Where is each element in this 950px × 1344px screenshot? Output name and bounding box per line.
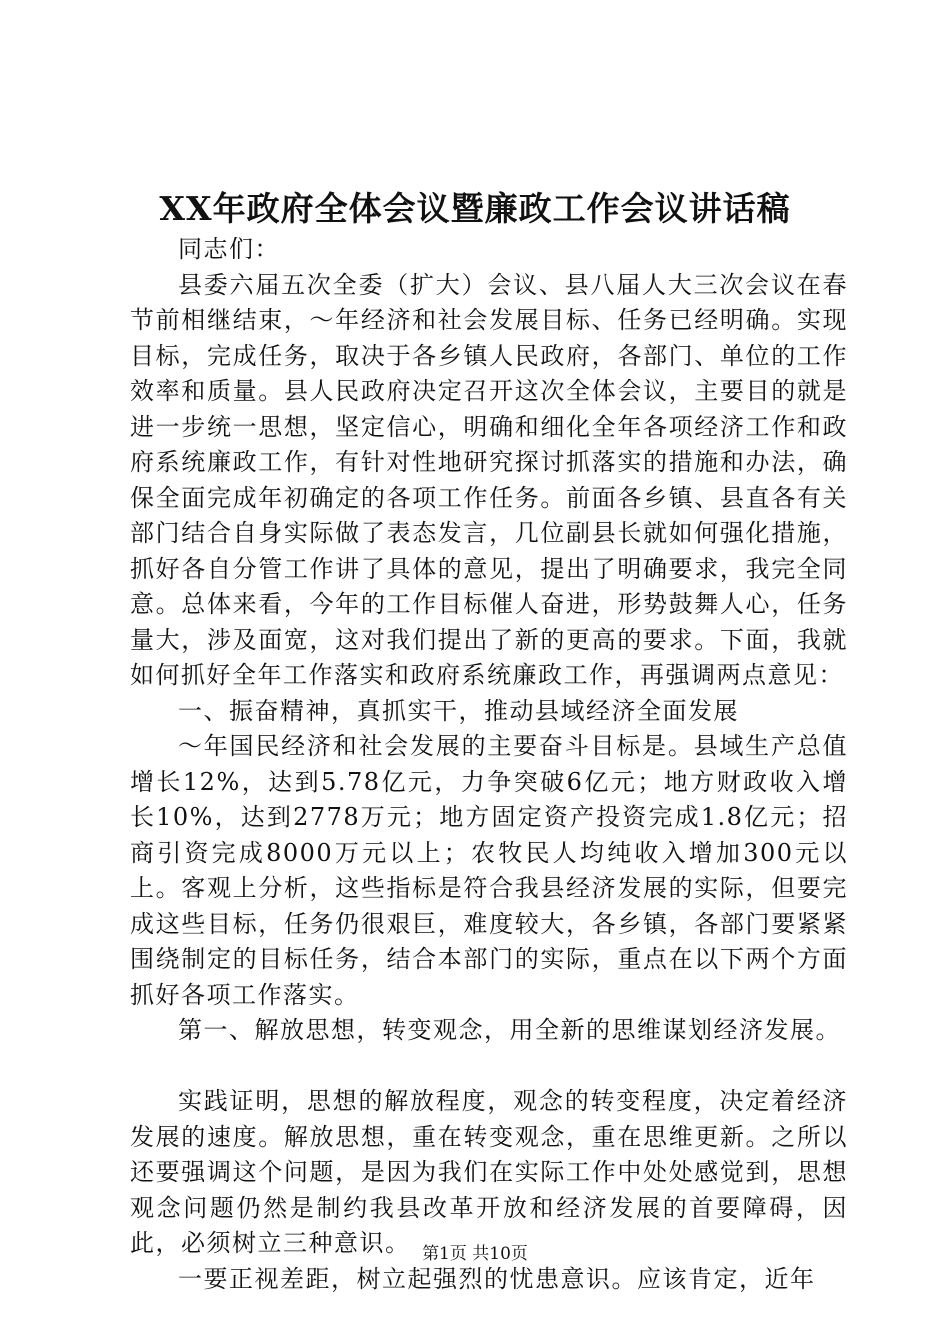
intro-paragraph: 县委六届五次全委（扩大）会议、县八届人大三次会议在春节前相继结束，～年经济和社会发展目标、任务已经明确。实现目标，完成任务，取决于各乡镇人民政府，各部门、单位的工作效率和质量。县人民政府决定召开这次全体会议，主要目的就是进一步统一思想，坚定信心，明确和细化全年各项经济工作和政府系统廉政工作，有针对性地研究探讨抓落实的措施和办法，确保全面完成年初确定的各项工作任务。前面各乡镇、县直各有关部门结合自身实际做了表态发言，几位副县长就如何强化措施，抓好各自分管工作讲了具体的意见，提出了明确要求，我完全同意。总体来看，今年的工作目标催人奋进，形势鼓舞人心，任务量大，涉及面宽，这对我们提出了新的更高的要求。下面，我就如何抓好全年工作落实和政府系统廉政工作，再强调两点意见：	[130, 270, 848, 689]
subsection-heading: 第一、解放思想，转变观念，用全新的思维谋划经济发展。	[178, 1016, 841, 1044]
targets-paragraph: ～年国民经济和社会发展的主要奋斗目标是。县域生产总值增长12%，达到5.78亿元，力争突破6亿元；地方财政收入增长10%，达到2778万元；地方固定资产投资完成1.8亿元；招商引资完成8000万元以上；农牧民人均纯收入增加300元以上。客观上分析，这些指标是符合我县经济发展的实际，但要完成这些目标，任务仍很艰巨，难度较大，各乡镇，各部门要紧紧围绕制定的目标任务，结合本部门的实际，重点在以下两个方面抓好各项工作落实。	[130, 732, 848, 1009]
awareness-paragraph: 一要正视差距，树立起强烈的忧患意识。应该肯定，近年	[178, 1264, 816, 1293]
document-title: XX年政府全体会议暨廉政工作会议讲话稿	[159, 189, 791, 228]
practice-paragraph: 实践证明，思想的解放程度，观念的转变程度，决定着经济发展的速度。解放思想，重在转变观念，重在思维更新。之所以还要强调这个问题，是因为我们在实际工作中处处感觉到，思想观念问题仍然是制约我县改革开放和经济发展的首要障碍，因此，必须树立三种意识。	[130, 1087, 848, 1257]
section-heading: 一、振奋精神，真抓实干，推动县域经济全面发展	[178, 696, 739, 725]
salutation-paragraph: 同志们：	[178, 235, 280, 263]
page-footer: 第1页 共10页	[422, 1244, 528, 1264]
document-body	[130, 232, 848, 1297]
